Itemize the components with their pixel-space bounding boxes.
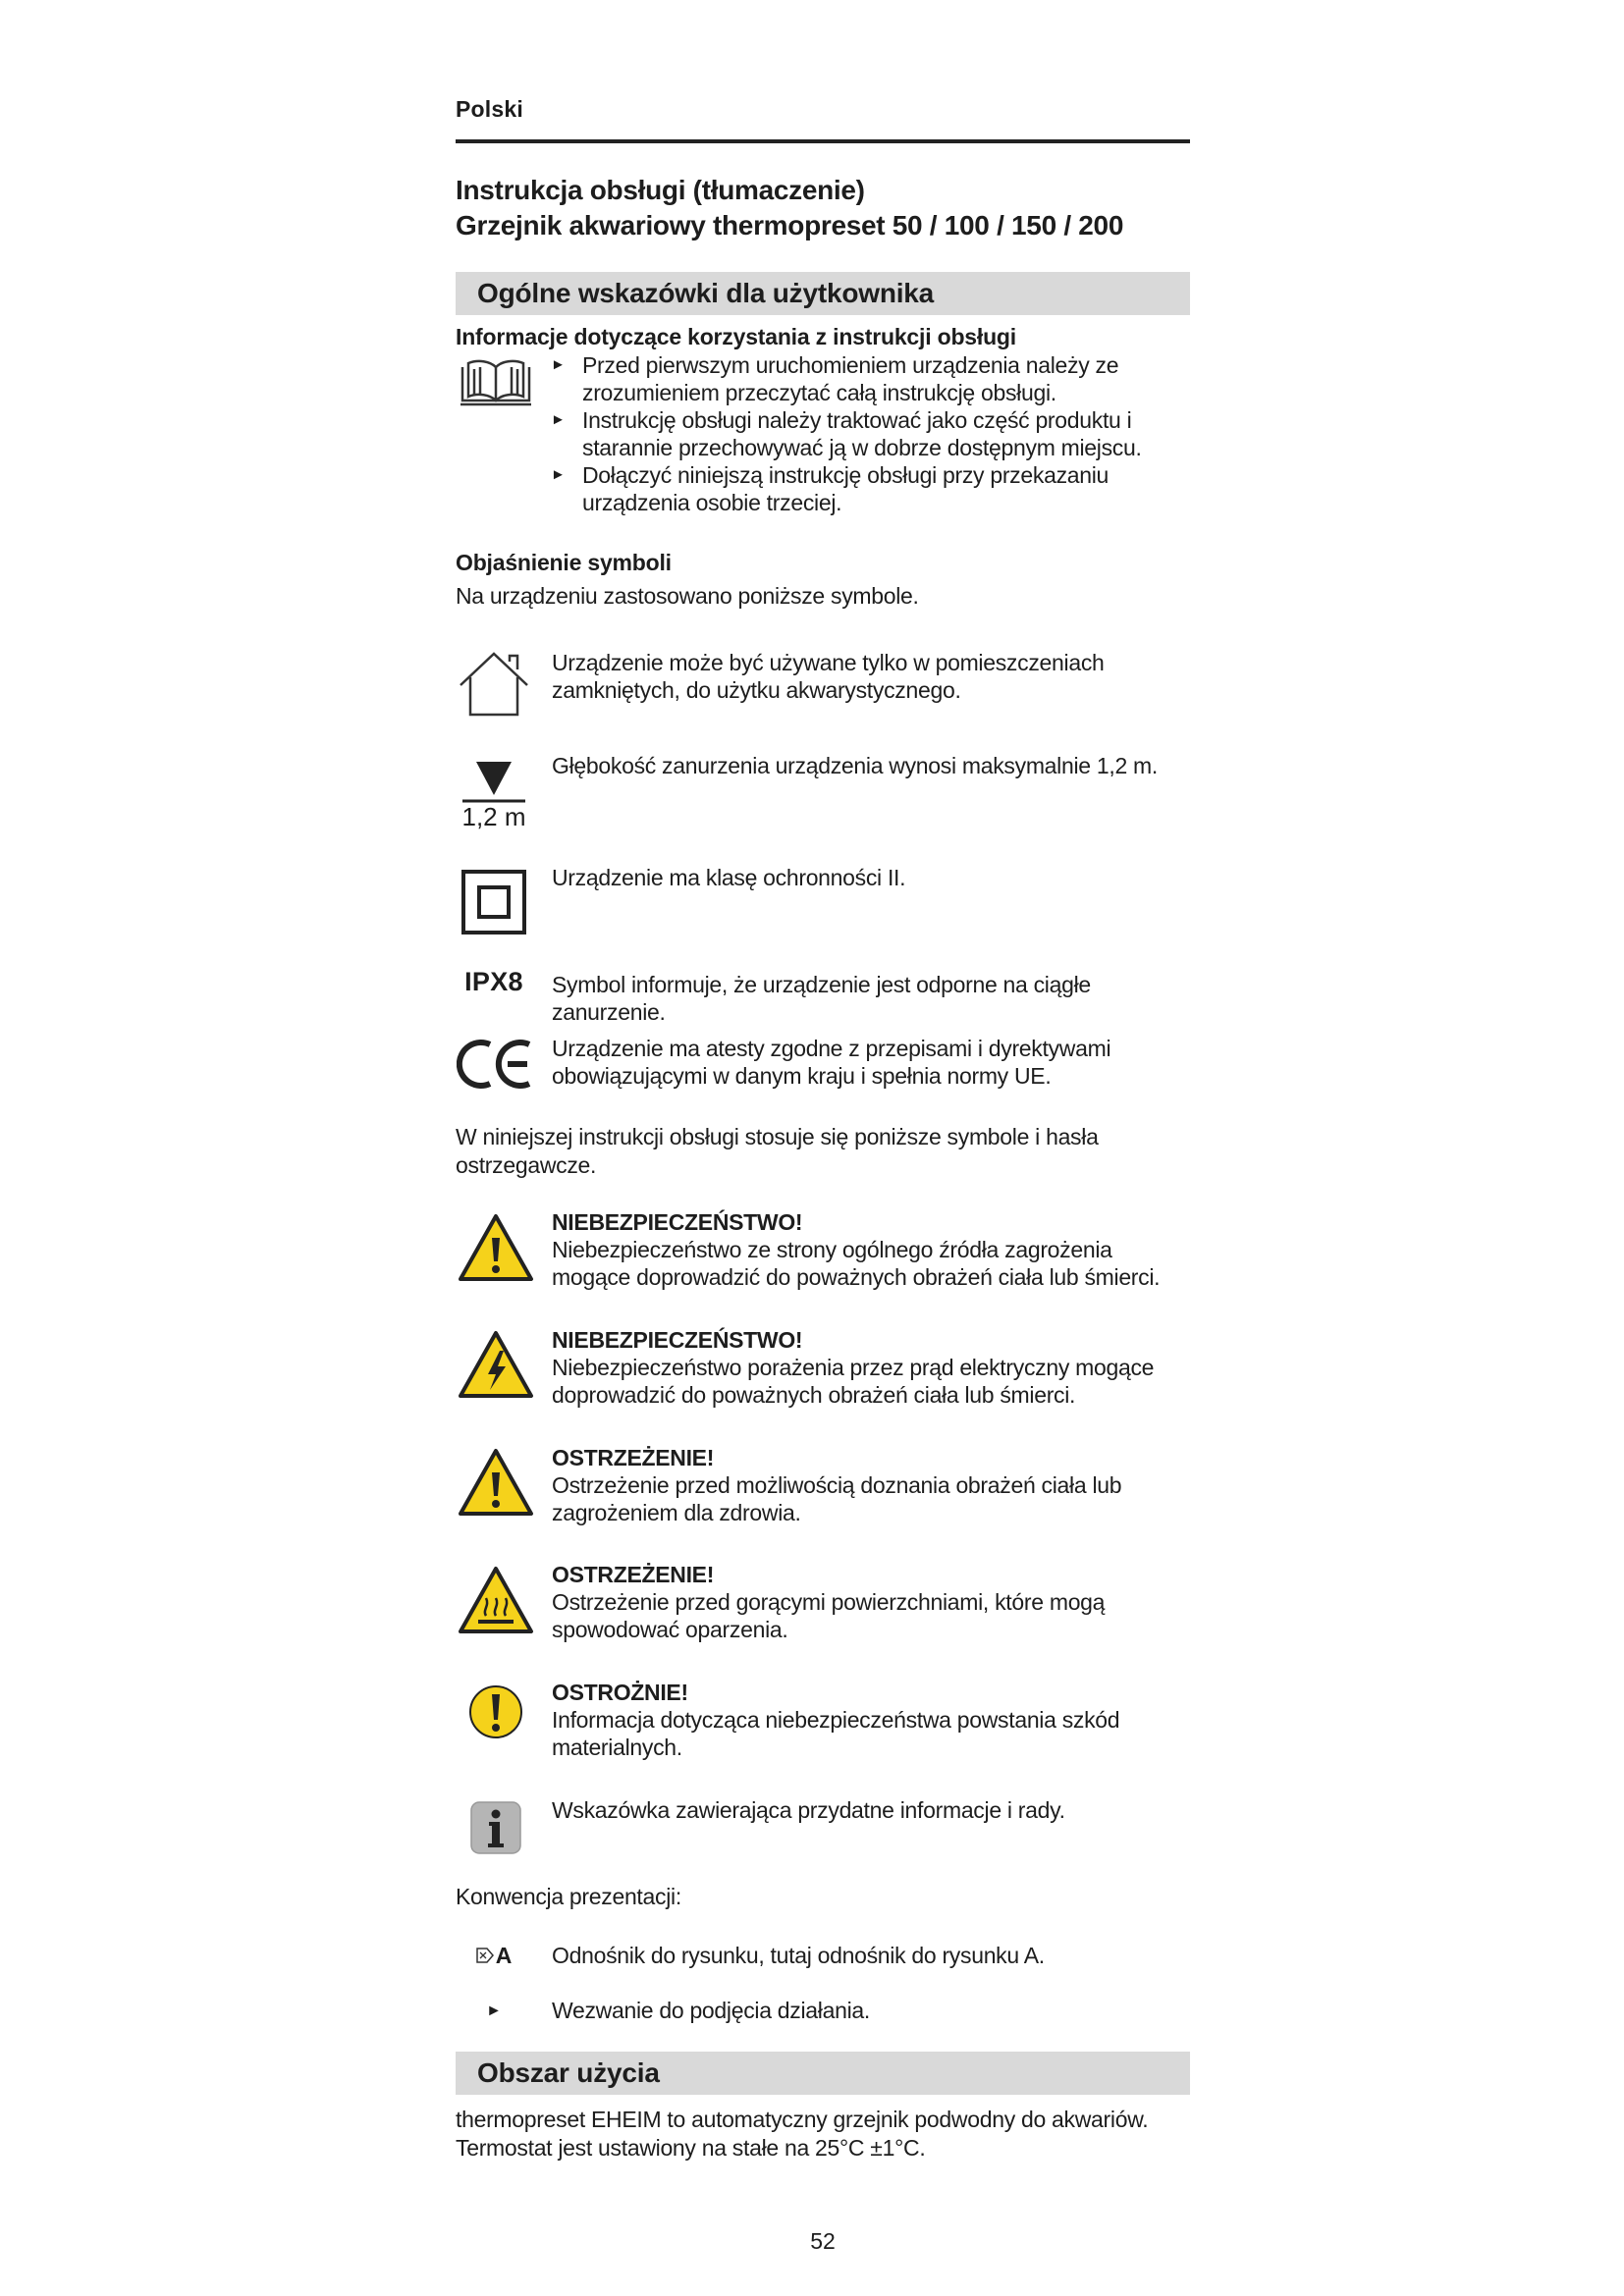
bullet-arrow-icon: ► [551,356,566,373]
book-icon [456,357,536,410]
warning-title: OSTRZEŻENIE! [552,1445,715,1470]
warning-text: Informacja dotycząca niebezpieczeństwa powstania szkód materialnych. [552,1707,1120,1760]
ce-symbol-text: Urządzenie ma atesty zgodne z przepisami i dyrektywami obowiązującymi w danym kraju i spełnia normy UE. [552,1036,1111,1089]
figure-reference-text: Odnośnik do rysunku, tutaj odnośnik do rysunku A. [552,1943,1045,1968]
warning-block-caution [552,1679,1190,1761]
language-label: Polski [456,96,523,122]
warning-title: OSTRZEŻENIE! [552,1562,715,1587]
warning-block-hot-surface [552,1561,1190,1643]
warning-icon [456,1447,536,1518]
house-icon [456,648,532,719]
depth-label: 1,2 m [461,802,526,831]
conventions-heading: Konwencja prezentacji: [456,1884,681,1909]
section-heading-usage-area: Obszar użycia [456,2052,1190,2095]
figure-reference-label: A [495,1942,513,1968]
ipx8-symbol-text: Symbol informuje, że urządzenie jest odporne na ciągłe zanurzenie. [552,972,1091,1025]
house-symbol-text: Urządzenie może być używane tylko w pomieszczeniach zamkniętych, do użytku akwarystycznego. [552,650,1105,703]
header-rule [456,139,1190,143]
action-arrow-icon: ► [486,2002,502,2019]
warnings-intro: W niniejszej instrukcji obsługi stosuje się poniższe symbole i hasła ostrzegawcze. [456,1124,1099,1178]
bullet-arrow-icon: ► [551,466,566,483]
section-heading-general: Ogólne wskazówki dla użytkownika [456,272,1190,315]
ce-mark-icon [456,1035,536,1094]
warning-text: Niebezpieczeństwo porażenia przez prąd elektryczny mogące doprowadzić do poważnych obrażeń ciała lub śmierci. [552,1355,1155,1408]
bullet-arrow-icon: ► [551,411,566,428]
page-number: 52 [810,2228,836,2254]
document-title [456,173,1123,243]
usage-bullet-list [549,351,1190,516]
warning-block-warning [552,1444,1190,1526]
general-danger-icon [456,1212,536,1283]
info-icon [456,1796,536,1859]
warning-text: Ostrzeżenie przed gorącymi powierzchniami, które mogą spowodować oparzenia. [552,1589,1106,1642]
info-symbol-text: Wskazówka zawierająca przydatne informacje i rady. [552,1797,1065,1823]
electric-danger-icon [456,1329,536,1400]
warning-text: Ostrzeżenie przed możliwością doznania obrażeń ciała lub zagrożeniem dla zdrowia. [552,1472,1122,1525]
list-item: ► Dołączyć niniejszą instrukcję obsługi przy przekazaniu urządzenia osobie trzeciej. [551,462,1110,515]
warning-title: NIEBEZPIECZEŃSTWO! [552,1327,803,1353]
protection-class-text: Urządzenie ma klasę ochronności II. [552,865,906,890]
warning-text: Niebezpieczeństwo ze strony ogólnego źródła zagrożenia mogące doprowadzić do poważnych obrażeń ciała lub śmierci. [552,1237,1161,1290]
protection-class-ii-icon [456,868,532,936]
symbols-heading: Objaśnienie symboli [456,550,672,575]
depth-symbol-text: Głębokość zanurzenia urządzenia wynosi maksymalnie 1,2 m. [552,753,1158,778]
list-item: ► Przed pierwszym uruchomieniem urządzenia należy ze zrozumieniem przeczytać całą instrukcję obsługi. [551,352,1119,405]
title-line-2: Grzejnik akwariowy thermopreset 50 / 100 / 150 / 200 [456,210,1124,240]
symbols-intro: Na urządzeniu zastosowano poniższe symbole. [456,583,919,609]
usage-info-heading: Informacje dotyczące korzystania z instrukcji obsługi [456,324,1016,349]
figure-reference-icon [456,1939,532,1972]
depth-icon [456,756,532,832]
usage-area-text: thermopreset EHEIM to automatyczny grzejnik podwodny do akwariów. Termostat jest ustawiony na stałe na 25°C ±1°C. [456,2107,1149,2161]
warning-block-electric-danger [552,1326,1190,1409]
ipx8-label: IPX8 [464,966,523,996]
title-line-1: Instrukcja obsługi (tłumaczenie) [456,175,865,205]
caution-icon [456,1681,536,1743]
action-text: Wezwanie do podjęcia działania. [552,1998,870,2023]
warning-title: NIEBEZPIECZEŃSTWO! [552,1209,803,1235]
warning-title: OSTROŻNIE! [552,1680,688,1705]
hot-surface-icon [456,1565,536,1635]
warning-block-general-danger [552,1208,1190,1291]
list-item: ► Instrukcję obsługi należy traktować jako część produktu i starannie przechowywać ją w dobrze dostępnym miejscu. [551,407,1142,460]
